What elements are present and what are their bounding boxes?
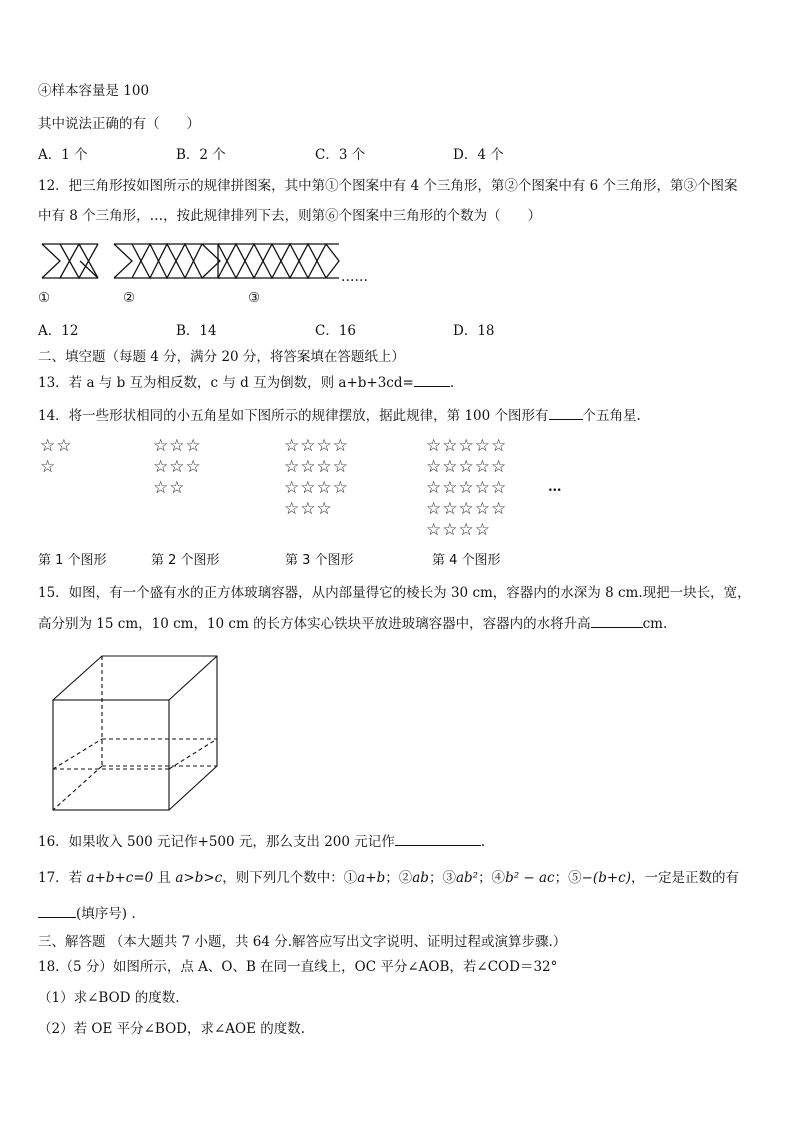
q17-prefix: 17．若 (38, 870, 87, 886)
q17-lead: ，则下列几个数中：① (222, 870, 358, 886)
q12-option-b: B．14 (176, 323, 217, 339)
q11-option-b: B．2 个 (176, 147, 226, 163)
star-row: ☆☆☆☆ (426, 520, 491, 540)
triangle-pattern-ellipsis: …… (341, 269, 368, 285)
star-row: ☆☆☆☆ (284, 436, 349, 456)
q13-answer-blank[interactable] (414, 374, 450, 387)
figure-label-2: ② (123, 290, 136, 306)
q17-condition-sum: a+b+c=0 (86, 870, 154, 886)
q13-text: 13．若 a 与 b 互为相反数，c 与 d 互为倒数，则 a+b+3cd= (38, 375, 414, 391)
q12-option-d: D．18 (453, 323, 495, 339)
q17-sep: ；③ (428, 870, 456, 886)
star-row: ☆☆☆☆ (284, 457, 349, 477)
star-row: ☆☆ (40, 436, 73, 456)
q15-stem-line1: 15．如图，有一个盛有水的正方体玻璃容器，从内部量得它的棱长为 30 cm，容器内的水深为 8 cm.现把一块长，宽， (38, 585, 751, 601)
star-caption-3: 第 3 个图形 (285, 553, 354, 568)
q17-sep: ；⑤ (554, 870, 582, 886)
triangle-pattern-figure (38, 240, 358, 285)
q14-text: 14．将一些形状相同的小五角星如下图所示的规律摆放，据此规律，第 100 个图形有 (38, 408, 549, 424)
star-row: ☆☆☆ (153, 436, 202, 456)
q17-expr-5: −(b+c) (581, 870, 631, 886)
q17-suffix: ，一定是正数的有 (630, 870, 739, 886)
q11-item4: ④样本容量是 100 (38, 83, 150, 99)
q17-expr-2: ab (412, 870, 429, 886)
q17-and: 且 (153, 870, 176, 886)
q12-option-c: C．16 (315, 323, 357, 339)
triangle-pattern-1 (42, 244, 98, 278)
q17-sep: ；② (385, 870, 413, 886)
star-row: ☆☆☆☆☆ (426, 436, 508, 456)
star-row: ☆☆☆☆ (284, 478, 349, 498)
q17-expr-3: ab² (455, 870, 479, 886)
q18-part1: （1）求∠BOD 的度数. (38, 990, 180, 1006)
q18-part2: （2）若 OE 平分∠BOD，求∠AOE 的度数. (38, 1021, 306, 1037)
star-row: ☆ (40, 457, 57, 477)
q16-answer-blank[interactable] (395, 833, 481, 846)
star-row: ☆☆☆☆☆ (426, 457, 508, 477)
star-caption-4: 第 4 个图形 (432, 553, 501, 568)
figure-label-3: ③ (248, 290, 261, 306)
section2-heading: 二、填空题（每题 4 分，满分 20 分，将答案填在答题纸上） (38, 349, 405, 365)
q17-expr-1: a+b (357, 870, 386, 886)
q16-text: 16．如果收入 500 元记作+500 元，那么支出 200 元记作 (38, 834, 395, 850)
triangle-pattern-2 (114, 244, 220, 278)
star-row: ☆☆☆ (153, 457, 202, 477)
q17-condition-order: a>b>c (175, 870, 223, 886)
star-caption-1: 第 1 个图形 (38, 553, 107, 568)
q13-end: . (449, 375, 455, 391)
q17-fill-hint: (填序号) . (76, 906, 136, 922)
q12-stem-line2: 中有 8 个三角形，…，按此规律排列下去，则第⑥个图案中三角形的个数为（ ） (38, 208, 542, 224)
q12-stem-line1: 12．把三角形按如图所示的规律拼图案，其中第①个图案中有 4 个三角形，第②个图案中有 6 个三角形，第③个图案 (38, 178, 738, 194)
q17-line2 (38, 905, 136, 923)
q15-text: 高分别为 15 cm，10 cm，10 cm 的长方体实心铁块平放进玻璃容器中，容器内的水将升高 (38, 616, 591, 632)
q14-end: 个五角星. (582, 408, 641, 424)
q17-stem (38, 869, 739, 887)
q14-line (38, 407, 641, 425)
q11-stem: 其中说法正确的有（ ） (38, 116, 200, 132)
star-caption-2: 第 2 个图形 (151, 553, 220, 568)
q12-option-a: A．12 (38, 323, 79, 339)
q13-line (38, 374, 454, 392)
figure-label-1: ① (38, 290, 51, 306)
triangle-pattern-3 (218, 244, 339, 278)
q16-end: . (480, 834, 486, 850)
star-row: ☆☆☆☆☆ (426, 499, 508, 519)
q15-answer-blank[interactable] (591, 615, 643, 628)
q17-sep: ；④ (478, 870, 506, 886)
star-row: ☆☆☆☆☆ (426, 478, 508, 498)
section3-heading: 三、解答题 （本大题共 7 小题，共 64 分.解答应写出文字说明、证明过程或演算步骤.） (38, 934, 567, 950)
cube-container-figure (50, 652, 222, 814)
q14-answer-blank[interactable] (549, 407, 583, 420)
star-row: ☆☆ (153, 478, 186, 498)
q15-unit: cm. (642, 616, 668, 632)
q18-stem: 18.（5 分）如图所示，点 A、O、B 在同一直线上，OC 平分∠AOB，若∠COD＝32° (38, 959, 558, 975)
q15-line2 (38, 615, 667, 633)
star-ellipsis: … (548, 479, 562, 495)
q17-expr-4: b² − ac (505, 870, 555, 886)
star-row: ☆☆☆ (284, 499, 333, 519)
q11-option-d: D．4 个 (453, 147, 504, 163)
q11-option-c: C．3 个 (315, 147, 366, 163)
q11-option-a: A．1 个 (38, 147, 88, 163)
q16-line (38, 833, 485, 851)
q17-answer-blank[interactable] (38, 905, 76, 918)
